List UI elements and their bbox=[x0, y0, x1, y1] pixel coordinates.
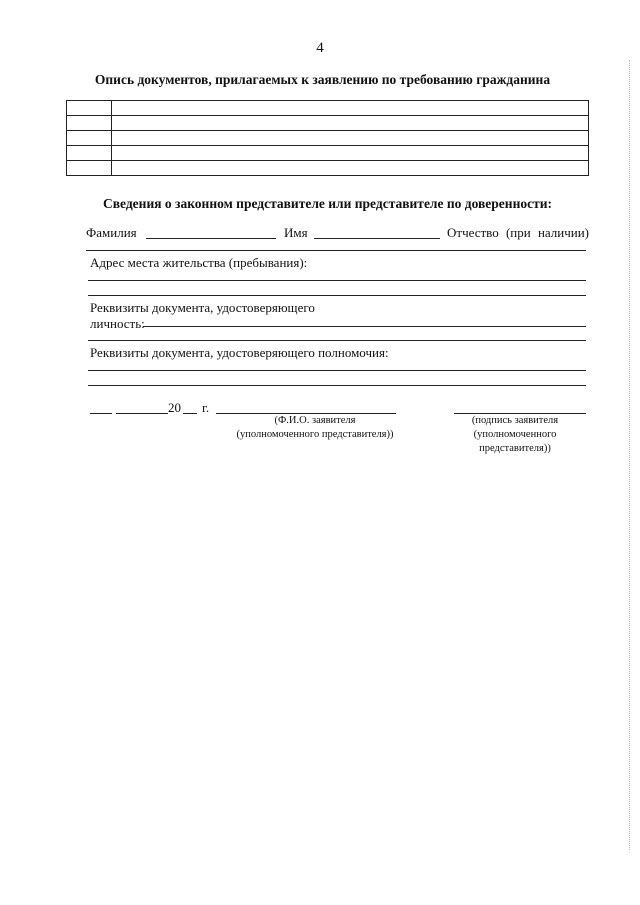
row-number-cell[interactable] bbox=[67, 161, 112, 176]
patronymic-label: Отчество (при наличии) bbox=[447, 225, 590, 240]
table-row bbox=[67, 131, 589, 146]
date-year-field[interactable] bbox=[183, 413, 197, 414]
page-number: 4 bbox=[316, 40, 324, 56]
date-year-prefix: 20 bbox=[168, 400, 181, 415]
representative-title: Сведения о законном представителе или представителе по доверенности: bbox=[102, 196, 553, 211]
table-row bbox=[67, 116, 589, 131]
authority-doc-label: Реквизиты документа, удостоверяющего полномочия: bbox=[90, 345, 389, 360]
document-name-cell[interactable] bbox=[112, 101, 589, 116]
fio-caption-line-2: (уполномоченного представителя)) bbox=[236, 429, 394, 440]
id-doc-label-2: личность: bbox=[90, 316, 145, 331]
address-field-2[interactable] bbox=[88, 295, 586, 296]
date-day-field[interactable] bbox=[90, 413, 112, 414]
document-name-cell[interactable] bbox=[112, 116, 589, 131]
row-number-cell[interactable] bbox=[67, 101, 112, 116]
table-row bbox=[67, 101, 589, 116]
fio-caption-line-1: (Ф.И.О. заявителя bbox=[274, 415, 356, 426]
scan-edge bbox=[629, 60, 630, 850]
name-field[interactable] bbox=[314, 238, 440, 239]
surname-field[interactable] bbox=[146, 238, 276, 239]
table-row bbox=[67, 146, 589, 161]
date-month-field[interactable] bbox=[116, 413, 168, 414]
row-number-cell[interactable] bbox=[67, 131, 112, 146]
id-doc-field-2[interactable] bbox=[88, 340, 586, 341]
signature-caption bbox=[440, 414, 590, 456]
signature-caption-line-3: представителя)) bbox=[479, 443, 551, 454]
date-year-suffix: г. bbox=[202, 400, 210, 415]
fio-caption bbox=[200, 414, 430, 442]
inventory-table bbox=[66, 100, 589, 176]
surname-label: Фамилия bbox=[86, 225, 137, 240]
document-name-cell[interactable] bbox=[112, 131, 589, 146]
inventory-title: Опись документов, прилагаемых к заявлению по требованию гражданина bbox=[94, 72, 551, 87]
address-label: Адрес места жительства (пребывания): bbox=[90, 255, 308, 270]
authority-doc-field-2[interactable] bbox=[88, 385, 586, 386]
signature-caption-line-1: (подпись заявителя bbox=[471, 415, 559, 426]
id-doc-label-1: Реквизиты документа, удостоверяющего bbox=[90, 300, 315, 315]
authority-doc-field-1[interactable] bbox=[88, 370, 586, 371]
name-label: Имя bbox=[284, 225, 308, 240]
document-name-cell[interactable] bbox=[112, 161, 589, 176]
document-name-cell[interactable] bbox=[112, 146, 589, 161]
row-number-cell[interactable] bbox=[67, 146, 112, 161]
table-row bbox=[67, 161, 589, 176]
row-number-cell[interactable] bbox=[67, 116, 112, 131]
patronymic-field[interactable] bbox=[86, 250, 586, 251]
address-field-1[interactable] bbox=[88, 280, 586, 281]
id-doc-field-1[interactable] bbox=[143, 326, 586, 327]
signature-caption-line-2: (уполномоченного bbox=[473, 429, 557, 440]
